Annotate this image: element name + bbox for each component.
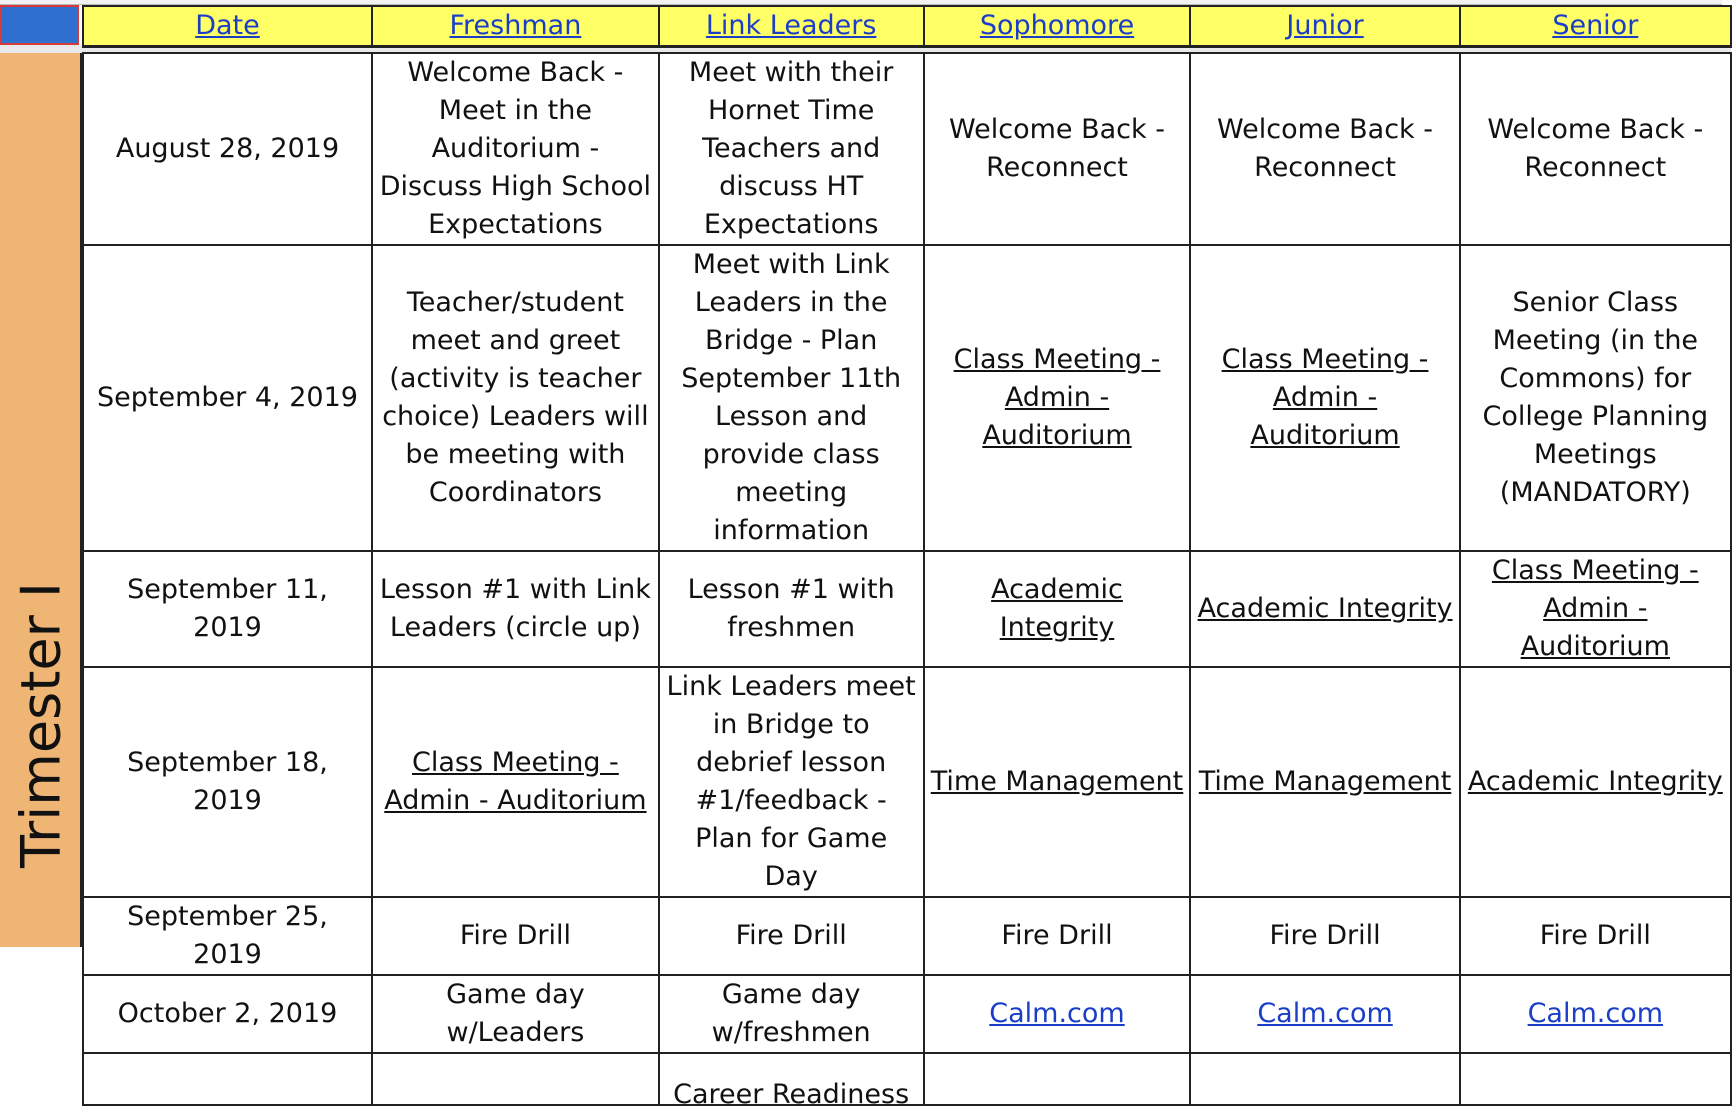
freshman-cell[interactable]: Fire Drill [372, 897, 659, 975]
freshman-cell[interactable] [372, 1053, 659, 1105]
junior-cell[interactable] [1190, 245, 1459, 551]
junior-cell[interactable] [1190, 551, 1459, 667]
header-sophomore[interactable] [924, 6, 1191, 47]
link-leaders-cell[interactable]: Meet with their Hornet Time Teachers and discuss HT Expectations [659, 53, 924, 245]
senior-cell[interactable] [1460, 1053, 1731, 1105]
date-cell[interactable]: October 2, 2019 [83, 975, 372, 1053]
table-row [83, 1053, 1731, 1105]
sophomore-cell[interactable] [924, 667, 1191, 897]
link-leaders-cell[interactable]: Lesson #1 with freshmen [659, 551, 924, 667]
freshman-cell[interactable]: Lesson #1 with Link Leaders (circle up) [372, 551, 659, 667]
sophomore-link[interactable]: Time Management [930, 766, 1184, 797]
table-row [83, 53, 1731, 245]
senior-cell[interactable]: Senior Class Meeting (in the Commons) for College Planning Meetings (MANDATORY) [1460, 245, 1731, 551]
table-row [83, 667, 1731, 897]
sophomore-link[interactable]: Calm.com [989, 998, 1125, 1029]
header-freshman-link[interactable]: Freshman [449, 10, 582, 41]
date-cell[interactable]: September 25, 2019 [83, 897, 372, 975]
header-link-leaders-link[interactable]: Link Leaders [705, 10, 877, 41]
junior-link[interactable]: Calm.com [1257, 998, 1393, 1029]
junior-cell[interactable]: Fire Drill [1190, 897, 1459, 975]
sophomore-cell[interactable] [924, 551, 1191, 667]
senior-cell[interactable]: Welcome Back - Reconnect [1460, 53, 1731, 245]
freshman-cell[interactable]: Welcome Back - Meet in the Auditorium - Discuss High School Expectations [372, 53, 659, 245]
sophomore-cell[interactable] [924, 245, 1191, 551]
senior-link[interactable]: Academic Integrity [1467, 766, 1723, 797]
header-junior[interactable] [1190, 6, 1459, 47]
date-cell[interactable]: August 28, 2019 [83, 53, 372, 245]
sophomore-cell[interactable]: Welcome Back - Reconnect [924, 53, 1191, 245]
sophomore-link[interactable]: Class Meeting - Admin - Auditorium [953, 344, 1161, 451]
header-junior-link[interactable]: Junior [1286, 10, 1364, 41]
sophomore-cell[interactable] [924, 975, 1191, 1053]
junior-link[interactable]: Class Meeting - Admin - Auditorium [1221, 344, 1429, 451]
freshman-cell[interactable]: Game day w/Leaders [372, 975, 659, 1053]
header-date-link[interactable]: Date [195, 10, 260, 41]
table-row [83, 245, 1731, 551]
date-cell[interactable]: September 4, 2019 [83, 245, 372, 551]
date-cell[interactable]: September 11, 2019 [83, 551, 372, 667]
header-sophomore-link[interactable]: Sophomore [979, 10, 1135, 41]
link-leaders-cell[interactable]: Link Leaders meet in Bridge to debrief lesson #1/feedback - Plan for Game Day [659, 667, 924, 897]
trimester-sidebar [0, 53, 82, 947]
senior-link[interactable]: Class Meeting - Admin - Auditorium [1491, 555, 1699, 662]
sophomore-cell[interactable] [924, 1053, 1191, 1105]
header-link-leaders[interactable] [659, 6, 924, 47]
header-senior-link[interactable]: Senior [1552, 10, 1639, 41]
link-leaders-cell[interactable]: Fire Drill [659, 897, 924, 975]
junior-cell[interactable] [1190, 1053, 1459, 1105]
header-row [83, 6, 1731, 47]
senior-link[interactable]: Calm.com [1527, 998, 1664, 1029]
junior-cell[interactable] [1190, 667, 1459, 897]
junior-cell[interactable]: Welcome Back - Reconnect [1190, 53, 1459, 245]
date-cell[interactable] [83, 1053, 372, 1105]
table-row [83, 975, 1731, 1053]
date-cell[interactable]: September 18, 2019 [83, 667, 372, 897]
freshman-link[interactable]: Class Meeting - Admin - Auditorium [384, 747, 647, 816]
senior-cell[interactable]: Fire Drill [1460, 897, 1731, 975]
senior-cell[interactable] [1460, 667, 1731, 897]
header-freshman[interactable] [372, 6, 659, 47]
link-leaders-partial-text: Career Readiness [673, 1079, 910, 1110]
junior-cell[interactable] [1190, 975, 1459, 1053]
select-all-corner[interactable] [0, 5, 79, 45]
link-leaders-cell[interactable]: Meet with Link Leaders in the Bridge - Plan September 11th Lesson and provide class meeting information [659, 245, 924, 551]
sophomore-link[interactable]: Academic Integrity [991, 574, 1123, 643]
sophomore-cell[interactable]: Fire Drill [924, 897, 1191, 975]
header-senior[interactable] [1460, 6, 1731, 47]
freshman-cell[interactable] [372, 667, 659, 897]
trimester-label: Trimester I [9, 582, 73, 868]
junior-link[interactable]: Time Management [1198, 766, 1452, 797]
link-leaders-cell[interactable] [659, 1053, 924, 1110]
freshman-cell[interactable]: Teacher/student meet and greet (activity is teacher choice) Leaders will be meeting with Coordinators [372, 245, 659, 551]
schedule-table [82, 5, 1732, 1110]
link-leaders-cell[interactable]: Game day w/freshmen [659, 975, 924, 1053]
table-row [83, 897, 1731, 975]
header-date[interactable] [83, 6, 372, 47]
senior-cell[interactable] [1460, 551, 1731, 667]
junior-link[interactable]: Academic Integrity [1197, 593, 1453, 624]
table-row [83, 551, 1731, 667]
senior-cell[interactable] [1460, 975, 1731, 1053]
